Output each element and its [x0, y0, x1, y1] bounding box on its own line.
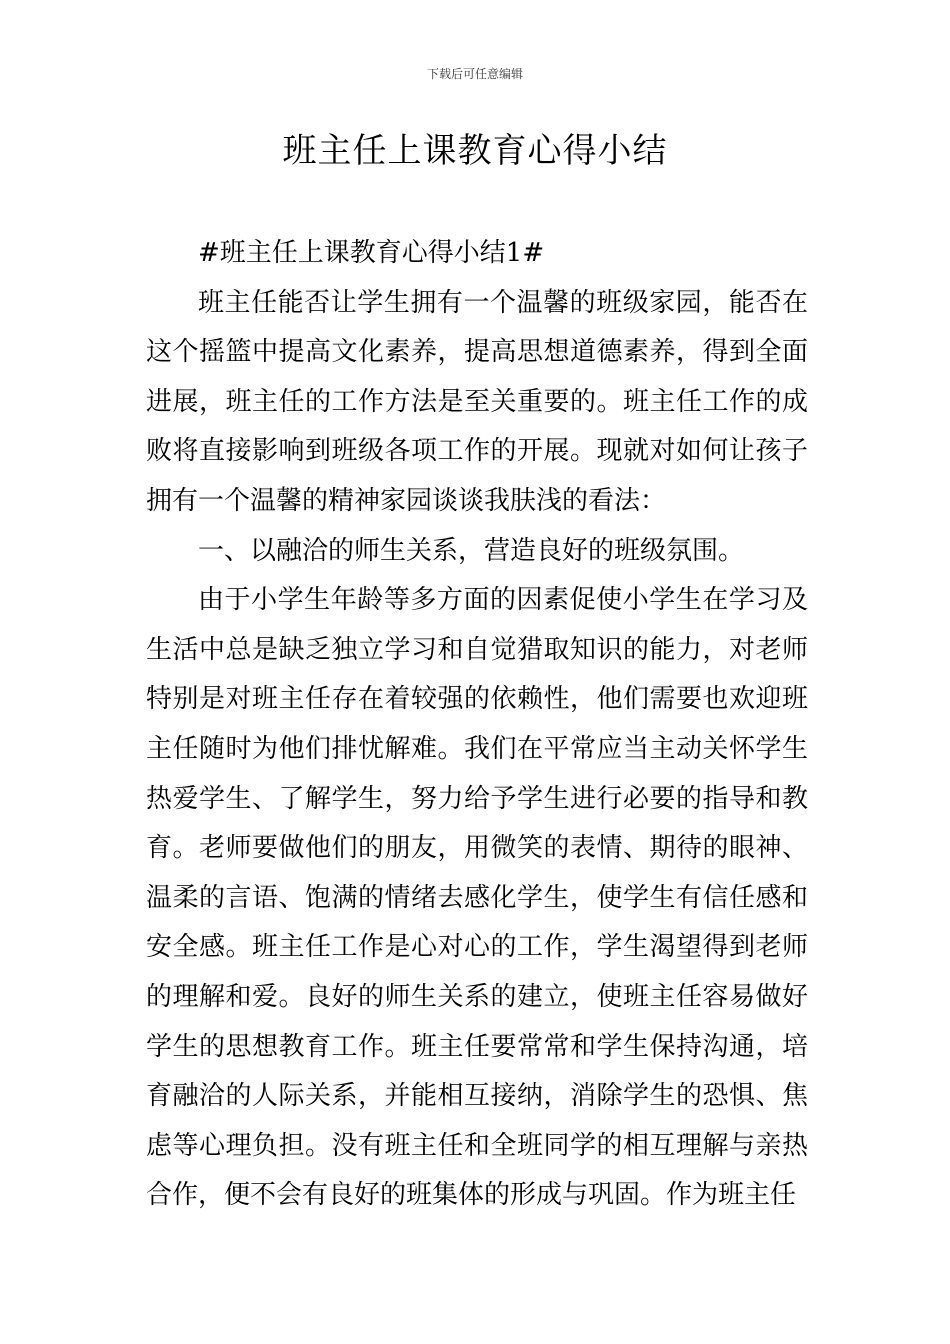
body-paragraph: 由于小学生年龄等多方面的因素促使小学生在学习及生活中总是缺乏独立学习和自觉猎取知识的能力，对老师特别是对班主任存在着较强的依赖性，他们需要也欢迎班主任随时为他们排忧解难。我们在平常应当主动关怀学生热爱学生、了解学生，努力给予学生进行必要的指导和教育。老师要做他们的朋友，用微笑的表情、期待的眼神、温柔的言语、饱满的情绪去感化学生，使学生有信任感和安全感。班主任工作是心对心的工作，学生渴望得到老师的理解和爱。良好的师生关系的建立，使班主任容易做好学生的思想教育工作。班主任要常常和学生保持沟通，培育融洽的人际关系，并能相互接纳，消除学生的恐惧、焦虑等心理负担。没有班主任和全班同学的相互理解与亲热合作，便不会有良好的班集体的形成与巩固。作为班主任 — [146, 585, 808, 1211]
header-note: 下载后可任意编辑 — [426, 67, 523, 81]
body-paragraph: 班主任能否让学生拥有一个温馨的班级家园，能否在这个摇篮中提高文化素养，提高思想道德素养，得到全面进展，班主任的工作方法是至关重要的。班主任工作的成败将直接影响到班级各项工作的开展。现就对如何让孩子拥有一个温馨的精神家园谈谈我肤浅的看法： — [146, 287, 808, 516]
document-body — [146, 229, 808, 1221]
section-subheading: 一、以融洽的师生关系，营造良好的班级氛围。 — [198, 535, 745, 566]
document-title: 班主任上课教育心得小结 — [282, 131, 668, 171]
section-heading: #班主任上课教育心得小结1# — [198, 238, 545, 268]
